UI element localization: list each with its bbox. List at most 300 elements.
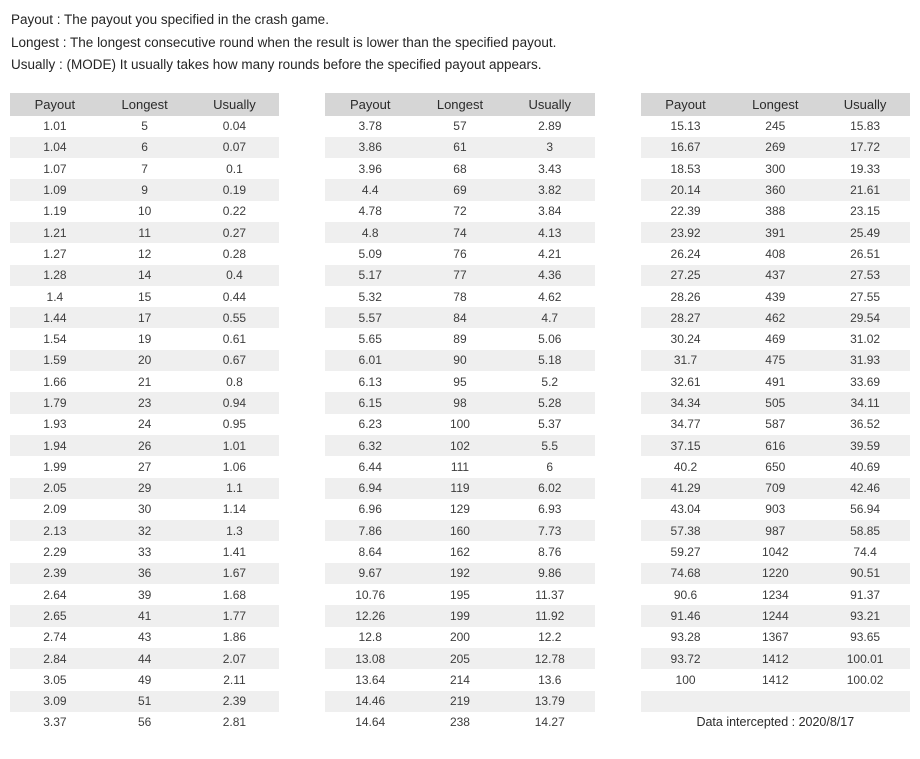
table-cell: 27.55 <box>850 289 881 304</box>
table-cell: 26 <box>100 435 190 456</box>
table-cell: 360 <box>730 179 820 200</box>
column-header-usually: Usually <box>820 93 910 116</box>
table-cell: 475 <box>730 350 820 371</box>
table-cell: 1.4 <box>46 289 64 304</box>
table-cell: 12.26 <box>325 605 415 626</box>
table-cell: 74.4 <box>853 545 877 560</box>
table-cell: 1244 <box>730 605 820 626</box>
table-cell: 987 <box>730 520 820 541</box>
table-row <box>325 478 594 499</box>
table-cell: 462 <box>730 307 820 328</box>
table-row <box>641 265 910 286</box>
table-cell: 269 <box>730 137 820 158</box>
table-cell: 4.7 <box>505 307 595 328</box>
table-row <box>641 414 910 435</box>
table-cell: 77 <box>415 265 505 286</box>
table-cell: 1.3 <box>190 520 280 541</box>
table-cell: 0.55 <box>190 307 280 328</box>
table-cell: 14 <box>100 265 190 286</box>
table-row <box>641 499 910 520</box>
table-cell: 3.43 <box>538 161 562 176</box>
column-header-usually: Usually <box>190 93 280 116</box>
table-cell: 74 <box>415 222 505 243</box>
table-cell: 195 <box>449 587 470 602</box>
description-line-payout: Payout : The payout you specified in the crash game. <box>11 12 329 27</box>
table-cell: 5.06 <box>538 332 562 347</box>
table-cell: 219 <box>415 691 505 712</box>
table-cell: 93.72 <box>641 648 731 669</box>
table-cell: 3.84 <box>538 204 562 219</box>
table-row <box>10 520 279 541</box>
table-cell: 408 <box>765 246 786 261</box>
table-cell: 6.96 <box>358 502 382 517</box>
table-cell: 439 <box>765 289 786 304</box>
table-cell: 2.74 <box>43 630 67 645</box>
table-cell: 4.78 <box>358 204 382 219</box>
table-cell: 24 <box>137 417 152 432</box>
table-cell: 1.94 <box>10 435 100 456</box>
table-row <box>325 265 594 286</box>
table-cell: 69 <box>415 179 505 200</box>
table-cell: 5 <box>141 119 148 134</box>
blank-row <box>641 691 910 712</box>
table-cell: 4.13 <box>505 222 595 243</box>
table-cell: 709 <box>730 478 820 499</box>
table-cell: 14.27 <box>534 715 565 730</box>
table-cell: 4.21 <box>538 246 562 261</box>
table-cell: 40.69 <box>850 459 881 474</box>
table-row <box>10 584 279 605</box>
table-cell: 3.86 <box>325 137 415 158</box>
table-row <box>10 541 279 562</box>
table-cell: 93.21 <box>820 605 910 626</box>
table-row <box>10 414 279 435</box>
header-row <box>641 93 910 116</box>
table-row <box>325 691 594 712</box>
column-header-usually: Usually <box>505 93 595 116</box>
table-cell: 102 <box>415 435 505 456</box>
table-cell: 160 <box>415 520 505 541</box>
table-row <box>641 627 910 648</box>
table-cell: 5.09 <box>358 246 382 261</box>
table-cell: 31.93 <box>820 350 910 371</box>
table-cell: 28.26 <box>670 289 701 304</box>
header-row <box>10 93 279 116</box>
table-row <box>641 478 910 499</box>
table-cell: 22.39 <box>670 204 701 219</box>
table-cell: 33 <box>137 545 152 560</box>
table-cell: 61 <box>415 137 505 158</box>
table-row <box>325 435 594 456</box>
table-cell: 1.19 <box>43 204 67 219</box>
table-row <box>10 478 279 499</box>
column-header-longest: Longest <box>415 93 505 116</box>
table-cell: 7.73 <box>505 520 595 541</box>
table-cell: 238 <box>449 715 470 730</box>
table-cell: 9.67 <box>325 563 415 584</box>
table-cell: 1412 <box>730 648 820 669</box>
table-cell: 57 <box>453 119 467 134</box>
table-row <box>325 179 594 200</box>
table-cell: 14.46 <box>325 691 415 712</box>
table-row <box>10 691 279 712</box>
table-cell: 4.4 <box>325 179 415 200</box>
table-cell: 11.37 <box>535 587 565 602</box>
column-header-longest: Longest <box>100 93 190 116</box>
table-cell: 42.46 <box>820 478 910 499</box>
table-row <box>10 563 279 584</box>
table-cell: 1.77 <box>190 605 280 626</box>
table-cell: 4.8 <box>325 222 415 243</box>
table-cell: 14.64 <box>355 715 386 730</box>
table-row <box>641 137 910 158</box>
table-cell: 2.09 <box>43 502 67 517</box>
table-cell: 34.34 <box>641 392 731 413</box>
description-block <box>11 9 920 77</box>
table-cell: 17.72 <box>820 137 910 158</box>
table-cell: 3.09 <box>10 691 100 712</box>
table-row <box>10 307 279 328</box>
table-cell: 1.79 <box>10 392 100 413</box>
table-cell: 6 <box>100 137 190 158</box>
table-cell: 15 <box>137 289 152 304</box>
table-cell: 3.78 <box>358 119 382 134</box>
table-row <box>641 116 910 137</box>
table-row <box>641 520 910 541</box>
table-cell: 2.13 <box>10 520 100 541</box>
table-cell: 18.53 <box>670 161 701 176</box>
table-cell: 6.01 <box>325 350 415 371</box>
table-row <box>10 201 279 222</box>
table-cell: 90.6 <box>673 587 698 602</box>
table-cell: 56 <box>137 715 152 730</box>
table-cell: 214 <box>449 672 470 687</box>
table-cell: 1.59 <box>10 350 100 371</box>
table-cell: 15.13 <box>670 119 701 134</box>
table-row <box>325 243 594 264</box>
table-row <box>10 265 279 286</box>
table-row <box>641 307 910 328</box>
table-cell: 2.64 <box>43 587 67 602</box>
table-row <box>10 243 279 264</box>
table-row <box>325 520 594 541</box>
table-cell: 205 <box>415 648 505 669</box>
table-row <box>325 605 594 626</box>
table-cell: 16.67 <box>641 137 731 158</box>
table-cell: 2.39 <box>10 563 100 584</box>
table-cell: 0.04 <box>222 119 247 134</box>
table-cell: 34.11 <box>820 392 910 413</box>
column-header-payout: Payout <box>641 93 731 116</box>
table-cell: 5.65 <box>358 332 382 347</box>
table-cell: 43 <box>137 630 152 645</box>
table-cell: 11.92 <box>505 605 595 626</box>
table-cell: 1.93 <box>43 417 67 432</box>
table-cell: 4.62 <box>538 289 562 304</box>
table-cell: 84 <box>415 307 505 328</box>
table-cell: 37.15 <box>641 435 731 456</box>
table-row <box>325 584 594 605</box>
table-cell: 2.39 <box>190 691 280 712</box>
table-cell: 13.6 <box>538 672 562 687</box>
table-cell: 1412 <box>761 672 789 687</box>
table-cell: 23.15 <box>850 204 881 219</box>
table-row <box>325 414 594 435</box>
table-cell: 245 <box>765 119 786 134</box>
table-cell: 388 <box>765 204 786 219</box>
table-cell: 0.95 <box>222 417 247 432</box>
table-row <box>325 541 594 562</box>
table-cell: 19 <box>137 332 152 347</box>
table-cell: 0.22 <box>222 204 247 219</box>
table-row <box>10 627 279 648</box>
table-cell: 100 <box>449 417 470 432</box>
table-cell: 505 <box>730 392 820 413</box>
table-row <box>10 456 279 477</box>
table-row <box>325 222 594 243</box>
table-cell: 2.07 <box>190 648 280 669</box>
table-cell: 41.29 <box>641 478 731 499</box>
table-cell: 199 <box>415 605 505 626</box>
column-header-payout: Payout <box>325 93 415 116</box>
table-cell: 10 <box>137 204 152 219</box>
table-row <box>325 371 594 392</box>
table-row <box>641 435 910 456</box>
table-cell: 6.44 <box>358 459 382 474</box>
table-cell: 78 <box>453 289 467 304</box>
table-cell: 1.06 <box>222 459 247 474</box>
table-cell: 1.44 <box>10 307 100 328</box>
table-cell: 200 <box>449 630 470 645</box>
table-row <box>641 201 910 222</box>
table-cell: 469 <box>765 332 786 347</box>
table-cell: 10.76 <box>355 587 386 602</box>
table-cell: 5.32 <box>358 289 382 304</box>
table-cell: 6.32 <box>325 435 415 456</box>
table-row <box>325 137 594 158</box>
table-row <box>641 158 910 179</box>
table-cell: 1.27 <box>43 246 67 261</box>
table-cell: 100.01 <box>820 648 910 669</box>
table-cell: 6.93 <box>538 502 562 517</box>
table-cell: 21.61 <box>820 179 910 200</box>
table-row <box>641 350 910 371</box>
table-cell: 2.84 <box>10 648 100 669</box>
table-cell: 44 <box>100 648 190 669</box>
table-cell: 23 <box>100 392 190 413</box>
table-row <box>641 648 910 669</box>
table-cell: 39 <box>137 587 152 602</box>
table-cell: 68 <box>453 161 467 176</box>
table-cell: 29.54 <box>820 307 910 328</box>
table-row <box>10 222 279 243</box>
table-cell: 3 <box>505 137 595 158</box>
table-row <box>641 286 910 307</box>
table-cell: 21 <box>137 374 152 389</box>
table-cell: 8.76 <box>538 545 562 560</box>
table-row <box>10 328 279 349</box>
table-cell: 32 <box>100 520 190 541</box>
table-cell: 90 <box>415 350 505 371</box>
table-cell: 11 <box>100 222 190 243</box>
table-cell: 74.68 <box>641 563 731 584</box>
table-cell: 1220 <box>730 563 820 584</box>
table-row <box>325 563 594 584</box>
table-cell: 40.2 <box>673 459 698 474</box>
table-cell: 57.38 <box>641 520 731 541</box>
table-cell: 6.02 <box>505 478 595 499</box>
table-cell: 26.24 <box>670 246 701 261</box>
table-cell: 27 <box>137 459 152 474</box>
data-intercepted-note: Data intercepted : 2020/8/17 <box>696 715 855 730</box>
table-row <box>10 116 279 137</box>
table-cell: 129 <box>449 502 470 517</box>
table-cell: 1.09 <box>10 179 100 200</box>
table-cell: 1.01 <box>43 119 67 134</box>
table-cell: 616 <box>730 435 820 456</box>
table-cell: 2.65 <box>10 605 100 626</box>
table-cell: 1.86 <box>222 630 247 645</box>
table-cell: 15.83 <box>850 119 881 134</box>
table-cell: 491 <box>765 374 786 389</box>
table-cell: 19.33 <box>850 161 881 176</box>
table-cell: 5.17 <box>325 265 415 286</box>
table-cell: 72 <box>453 204 467 219</box>
table-cell: 26.51 <box>850 246 881 261</box>
table-cell: 13.08 <box>325 648 415 669</box>
table-row <box>641 605 910 626</box>
table-cell: 6.13 <box>358 374 382 389</box>
table-cell: 6 <box>546 459 554 474</box>
table-row <box>641 669 910 690</box>
table-row <box>641 392 910 413</box>
table-row <box>641 243 910 264</box>
table-cell: 0.1 <box>226 161 243 176</box>
table-cell: 5.5 <box>505 435 595 456</box>
table-cell: 650 <box>765 459 786 474</box>
table-row <box>325 158 594 179</box>
table-cell: 51 <box>100 691 190 712</box>
table-cell: 89 <box>453 332 467 347</box>
table-cell: 32.61 <box>670 374 701 389</box>
table-cell: 59.27 <box>670 545 701 560</box>
page <box>0 9 920 759</box>
table-cell: 13.79 <box>505 691 595 712</box>
table-row <box>325 392 594 413</box>
table-cell: 5.37 <box>538 417 562 432</box>
table-cell: 1042 <box>761 545 789 560</box>
table-cell: 36.52 <box>850 417 881 432</box>
table-row <box>641 371 910 392</box>
table-row <box>10 286 279 307</box>
table-cell: 9.86 <box>505 563 595 584</box>
table-cell: 30 <box>137 502 152 517</box>
table-cell: 0.44 <box>222 289 247 304</box>
table-cell: 1.14 <box>222 502 247 517</box>
table-cell: 1.1 <box>190 478 280 499</box>
column-header-payout: Payout <box>10 93 100 116</box>
table-cell: 25.49 <box>820 222 910 243</box>
table-row <box>325 456 594 477</box>
table-cell: 1.28 <box>10 265 100 286</box>
table-cell: 0.94 <box>190 392 280 413</box>
table-cell: 1.07 <box>43 161 67 176</box>
table-cell: 91.37 <box>850 587 881 602</box>
table-row <box>10 179 279 200</box>
footer-row <box>641 712 910 733</box>
table-cell: 90.51 <box>820 563 910 584</box>
table-cell: 192 <box>415 563 505 584</box>
table-cell: 39.59 <box>820 435 910 456</box>
table-row <box>641 222 910 243</box>
table-cell: 95 <box>453 374 467 389</box>
table-cell: 0.61 <box>222 332 247 347</box>
table-row <box>10 669 279 690</box>
table-row <box>641 584 910 605</box>
table-cell: 56.94 <box>850 502 881 517</box>
table-row <box>10 350 279 371</box>
table-cell: 3.37 <box>43 715 67 730</box>
table-row <box>641 563 910 584</box>
table-cell: 1.41 <box>222 545 247 560</box>
table-cell: 1234 <box>761 587 789 602</box>
table-row <box>325 350 594 371</box>
table-cell: 20 <box>100 350 190 371</box>
table-cell: 1.67 <box>190 563 280 584</box>
description-line-usually: Usually : (MODE) It usually takes how many rounds before the specified payout appears. <box>11 57 542 72</box>
table-row <box>10 435 279 456</box>
table-cell: 391 <box>730 222 820 243</box>
table-row <box>10 605 279 626</box>
table-cell <box>641 691 731 712</box>
table-cell: 5.2 <box>541 374 559 389</box>
table-cell: 7.86 <box>325 520 415 541</box>
table-cell: 28.27 <box>641 307 731 328</box>
table-cell: 93.65 <box>850 630 881 645</box>
table-cell: 1.54 <box>43 332 67 347</box>
table-cell: 33.69 <box>850 374 881 389</box>
table-cell: 13.64 <box>355 672 386 687</box>
table-cell: 0.28 <box>222 246 247 261</box>
table-cell: 8.64 <box>358 545 382 560</box>
table-cell: 4.36 <box>505 265 595 286</box>
table-cell: 12.78 <box>505 648 595 669</box>
table-row <box>10 137 279 158</box>
table-cell: 2.05 <box>10 478 100 499</box>
table-row <box>641 328 910 349</box>
table-cell: 34.77 <box>670 417 701 432</box>
table-cell: 49 <box>137 672 152 687</box>
table-cell: 100.02 <box>846 672 884 687</box>
table-cell: 6.94 <box>325 478 415 499</box>
table-row <box>325 669 594 690</box>
table-row <box>641 179 910 200</box>
table-cell: 0.67 <box>190 350 280 371</box>
table-cell: 58.85 <box>820 520 910 541</box>
table-cell: 31.02 <box>850 332 881 347</box>
table-row <box>325 307 594 328</box>
payout-table-2 <box>325 93 594 734</box>
table-cell: 1.04 <box>10 137 100 158</box>
table-cell: 6.23 <box>358 417 382 432</box>
table-cell <box>820 691 910 712</box>
payout-table-3 <box>641 93 910 734</box>
table-cell: 23.92 <box>641 222 731 243</box>
table-cell: 12 <box>137 246 152 261</box>
table-cell: 1.68 <box>222 587 247 602</box>
table-cell: 0.19 <box>190 179 280 200</box>
table-cell: 2.89 <box>538 119 562 134</box>
